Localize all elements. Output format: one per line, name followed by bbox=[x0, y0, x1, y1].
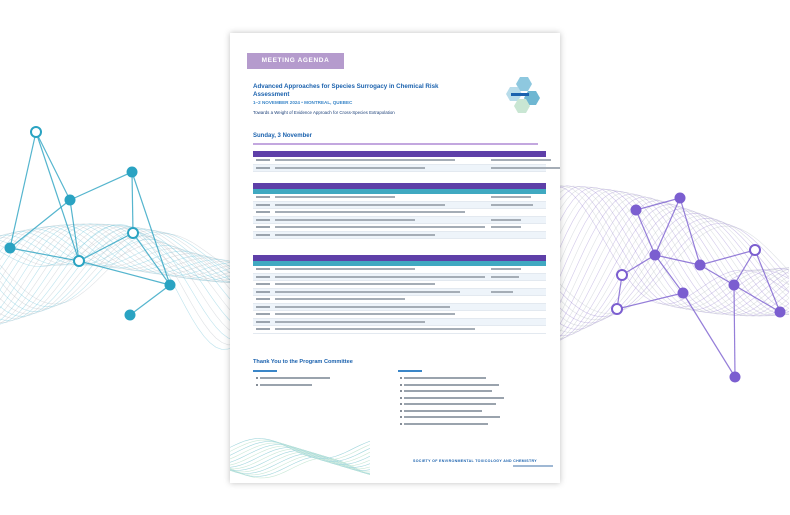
row-presenter bbox=[491, 268, 521, 270]
row-time bbox=[256, 226, 270, 228]
agenda-section bbox=[253, 255, 546, 334]
agenda-row bbox=[253, 165, 546, 173]
row-presenter bbox=[491, 196, 531, 198]
row-presenter bbox=[491, 291, 513, 293]
agenda-row bbox=[253, 289, 546, 297]
row-presenter bbox=[491, 226, 521, 228]
row-presenter bbox=[491, 276, 519, 278]
agenda-row bbox=[253, 319, 546, 327]
agenda-row bbox=[253, 217, 546, 225]
row-description bbox=[275, 306, 450, 308]
row-time bbox=[256, 328, 270, 330]
row-time bbox=[256, 306, 270, 308]
document-subtitle: Towards a Weight of Evidence Approach for Cross-Species Extrapolation bbox=[253, 110, 395, 115]
row-description bbox=[275, 167, 425, 169]
agenda-section bbox=[253, 151, 546, 172]
document-title: Advanced Approaches for Species Surrogacy in Chemical Risk Assessment bbox=[253, 83, 439, 98]
row-time bbox=[256, 276, 270, 278]
agenda-row bbox=[253, 224, 546, 232]
row-description bbox=[275, 321, 425, 323]
agenda-row bbox=[253, 274, 546, 282]
row-description bbox=[275, 211, 465, 213]
row-description bbox=[275, 313, 455, 315]
intro-line bbox=[253, 142, 543, 145]
committee-left-label bbox=[253, 369, 277, 372]
row-time bbox=[256, 159, 270, 161]
day-heading: Sunday, 3 November bbox=[253, 133, 312, 139]
row-time bbox=[256, 204, 270, 206]
committee-heading: Thank You to the Program Committee bbox=[253, 359, 353, 365]
row-presenter bbox=[491, 219, 521, 221]
row-time bbox=[256, 234, 270, 236]
row-time bbox=[256, 268, 270, 270]
row-presenter bbox=[491, 167, 560, 169]
meeting-agenda-badge: MEETING AGENDA bbox=[247, 53, 344, 69]
row-time bbox=[256, 321, 270, 323]
agenda-document bbox=[230, 33, 560, 483]
footer-url bbox=[513, 465, 553, 467]
row-time bbox=[256, 298, 270, 300]
row-presenter bbox=[491, 159, 551, 161]
row-description bbox=[275, 159, 455, 161]
row-description bbox=[275, 291, 460, 293]
agenda-row bbox=[253, 157, 546, 165]
row-description bbox=[275, 226, 485, 228]
row-time bbox=[256, 167, 270, 169]
row-time bbox=[256, 283, 270, 285]
footer-wave-decoration bbox=[230, 428, 370, 483]
row-description bbox=[275, 328, 475, 330]
row-description bbox=[275, 196, 395, 198]
committee-right-label bbox=[398, 369, 422, 372]
row-description bbox=[275, 283, 435, 285]
row-time bbox=[256, 211, 270, 213]
agenda-row bbox=[253, 326, 546, 334]
section-rows bbox=[253, 266, 546, 334]
row-description bbox=[275, 204, 445, 206]
row-time bbox=[256, 219, 270, 221]
agenda-row bbox=[253, 311, 546, 319]
row-description bbox=[275, 268, 415, 270]
agenda-row bbox=[253, 296, 546, 304]
row-time bbox=[256, 313, 270, 315]
row-time bbox=[256, 291, 270, 293]
section-rows bbox=[253, 157, 546, 172]
agenda-row bbox=[253, 304, 546, 312]
setac-hexagon-logo-icon bbox=[502, 73, 546, 113]
row-time bbox=[256, 196, 270, 198]
agenda-row bbox=[253, 281, 546, 289]
agenda-row bbox=[253, 209, 546, 217]
row-presenter bbox=[491, 204, 533, 206]
meeting-date: 1–2 NOVEMBER 2024 • MONTREAL, QUEBEC bbox=[253, 100, 353, 105]
row-description bbox=[275, 298, 405, 300]
agenda-row bbox=[253, 232, 546, 240]
row-description bbox=[275, 276, 485, 278]
agenda-section bbox=[253, 183, 546, 239]
agenda-row bbox=[253, 202, 546, 210]
footer-organization: SOCIETY OF ENVIRONMENTAL TOXICOLOGY AND CHEMISTRY bbox=[413, 459, 537, 463]
agenda-row bbox=[253, 266, 546, 274]
section-rows bbox=[253, 194, 546, 239]
agenda-row bbox=[253, 194, 546, 202]
row-description bbox=[275, 219, 415, 221]
row-description bbox=[275, 234, 435, 236]
